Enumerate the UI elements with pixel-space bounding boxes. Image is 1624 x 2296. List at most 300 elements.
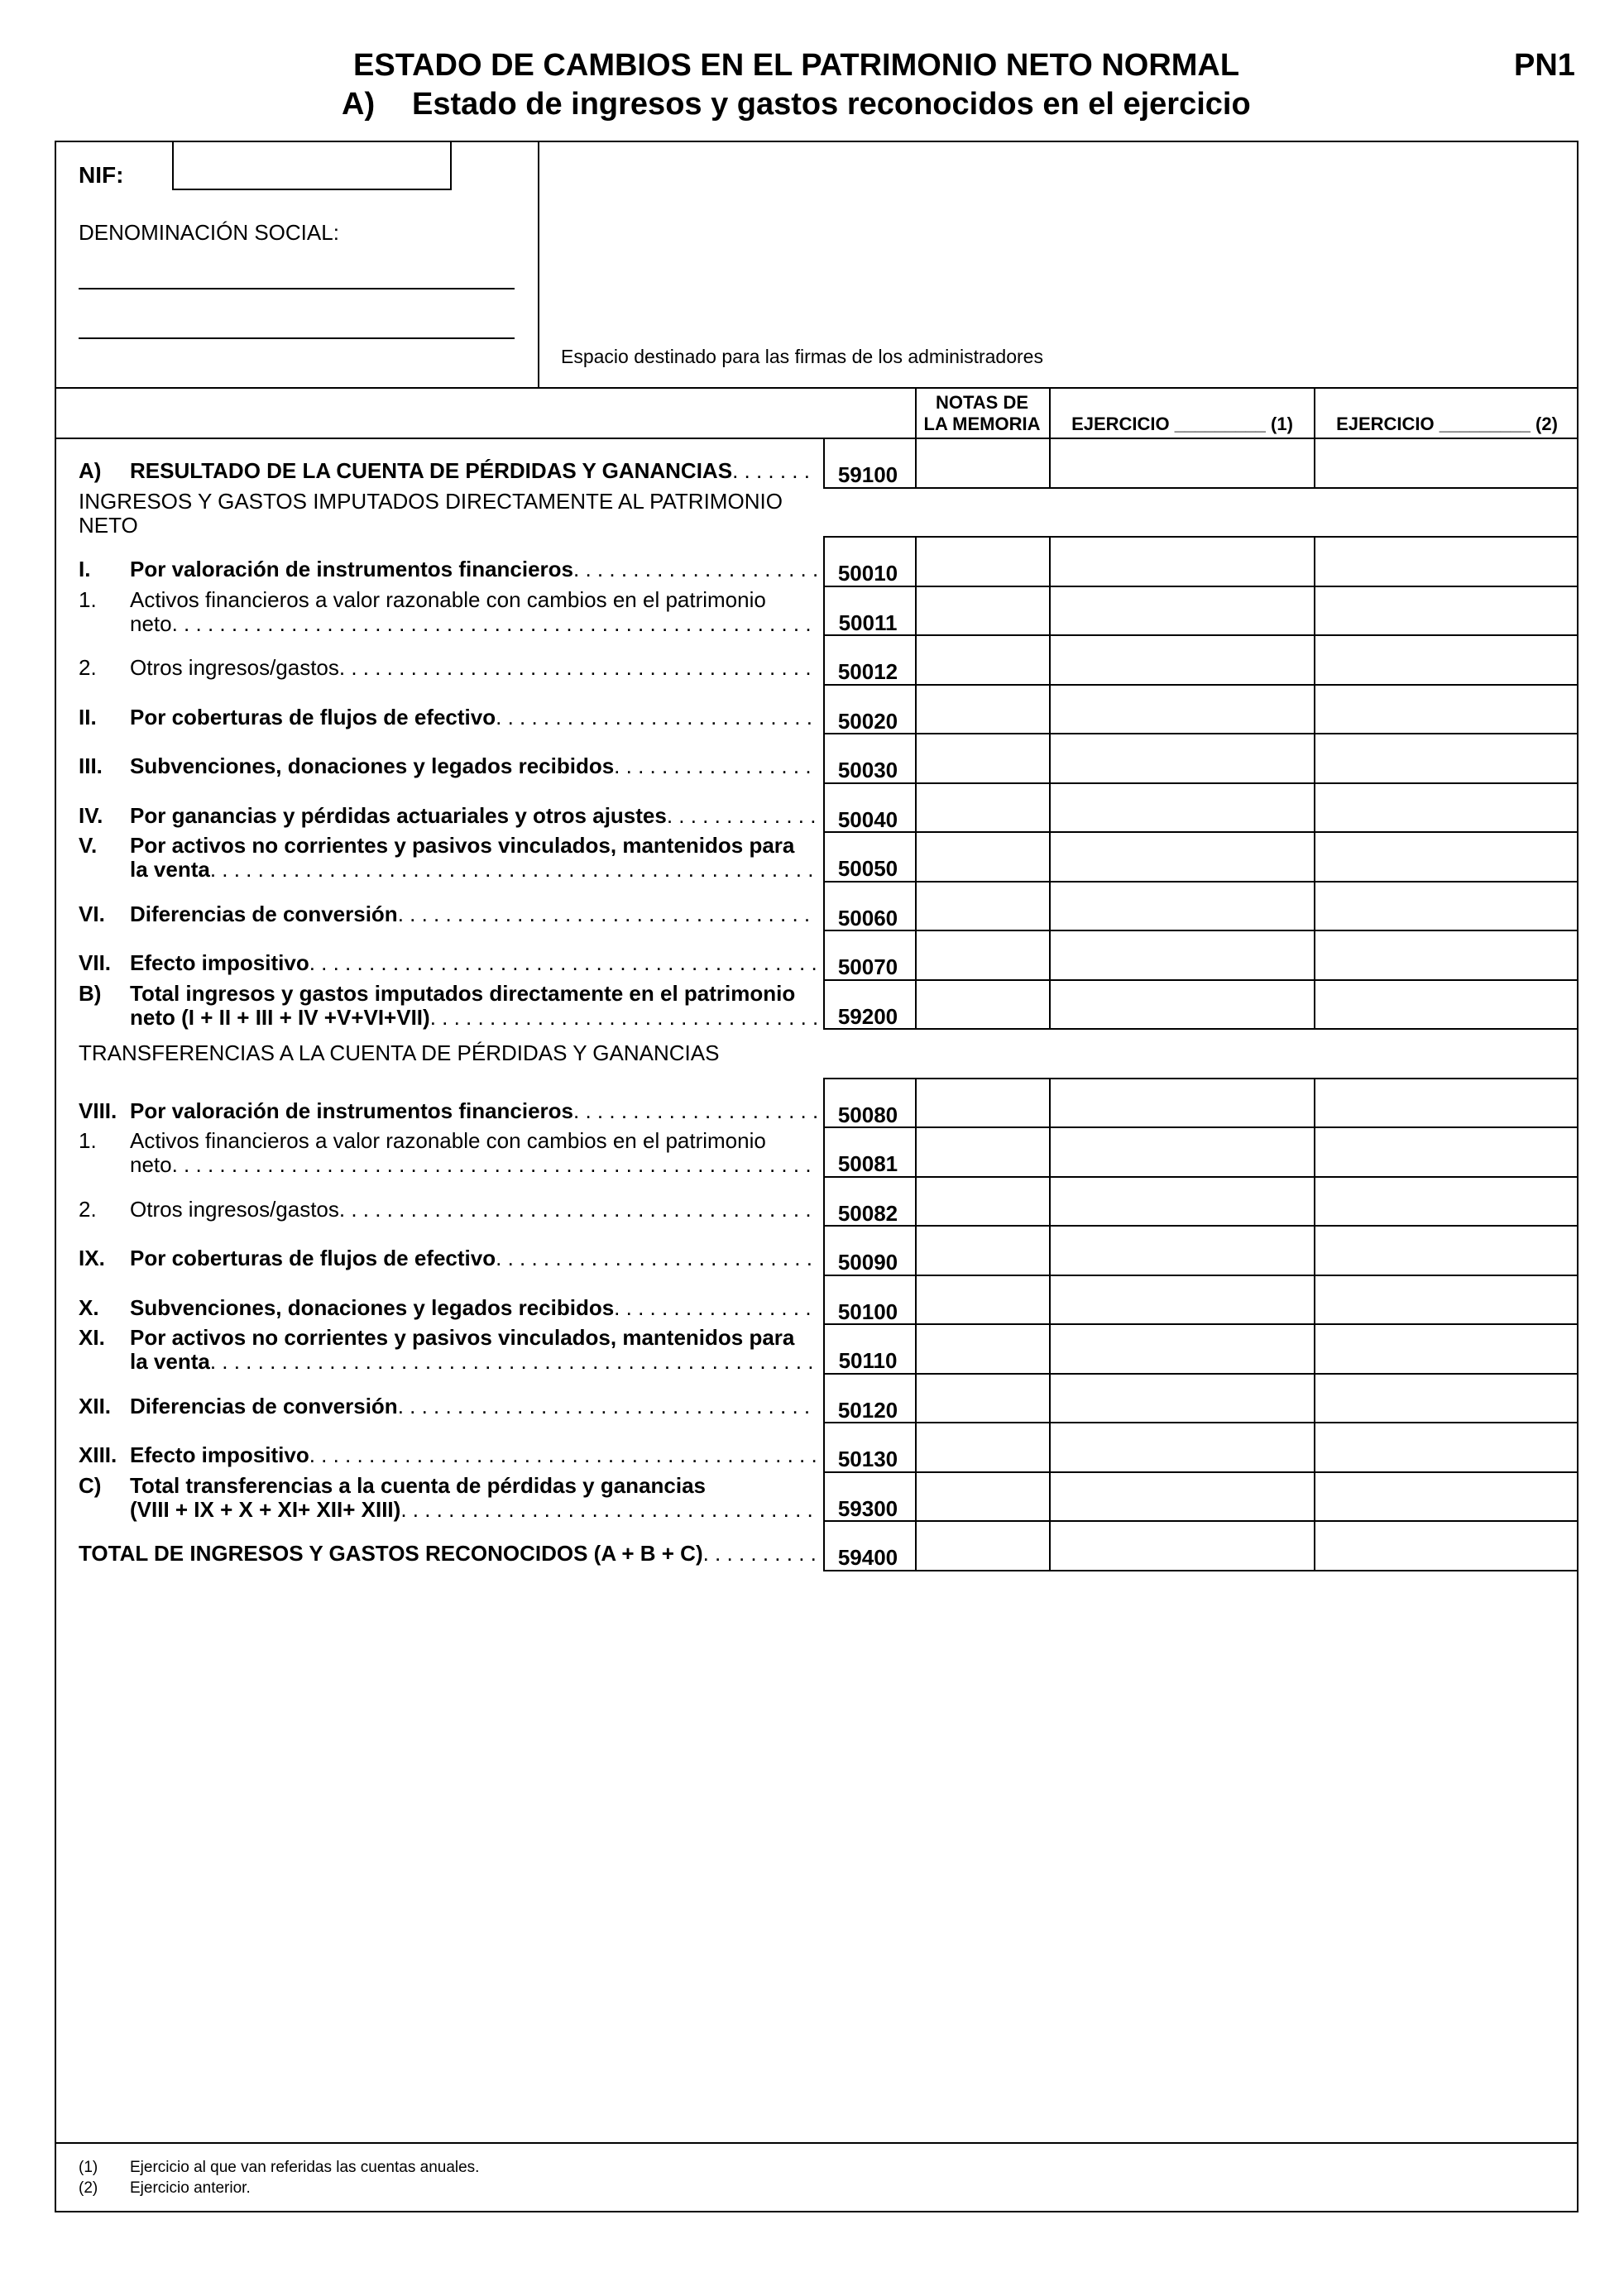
cell-divider	[1314, 1373, 1315, 1423]
leader-dots	[614, 754, 817, 778]
leader-dots	[309, 951, 817, 975]
ejercicio2-cell[interactable]	[1314, 782, 1578, 832]
row-text-line	[130, 1246, 817, 1270]
row-text-line	[130, 1129, 817, 1153]
row-text	[130, 804, 817, 828]
row-text	[79, 1542, 817, 1566]
leader-dots	[496, 706, 817, 729]
row-text	[130, 656, 817, 680]
row-code: 50011	[838, 610, 898, 635]
notas-cell[interactable]	[915, 1176, 1049, 1226]
row-text-content: Otros ingresos/gastos	[130, 1196, 339, 1222]
notas-cell[interactable]	[915, 1520, 1049, 1570]
ejercicio1-cell[interactable]	[1049, 1373, 1314, 1423]
ejercicio1-cell[interactable]	[1049, 1520, 1314, 1570]
notas-cell[interactable]	[915, 1126, 1049, 1176]
row-text	[130, 459, 817, 483]
row-text-content: TOTAL DE INGRESOS Y GASTOS RECONOCIDOS (A + B + C)	[79, 1541, 703, 1566]
row-number: 2.	[79, 655, 97, 680]
cell-divider	[1049, 1275, 1051, 1324]
row-text-content: Por valoración de instrumentos financieros	[130, 1098, 574, 1123]
row-text-line	[130, 1394, 817, 1418]
cell-divider	[1314, 634, 1315, 684]
cell-divider	[823, 634, 825, 684]
row-text-line	[130, 804, 817, 828]
ejercicio1-cell[interactable]	[1049, 979, 1314, 1029]
cell-divider	[915, 684, 917, 734]
row-text-content: Activos financieros a valor razonable con cambios en el patrimonio	[130, 1128, 766, 1153]
row-text-line	[130, 982, 817, 1006]
notas-cell[interactable]	[915, 1078, 1049, 1127]
leader-dots	[210, 1350, 817, 1374]
section-heading	[79, 490, 783, 538]
row-text-line	[130, 656, 817, 680]
ejercicio2-cell[interactable]	[1314, 634, 1578, 684]
row-number: 2.	[79, 1196, 97, 1222]
ejercicio1-cell[interactable]	[1049, 586, 1314, 635]
row-number: IX.	[79, 1246, 105, 1270]
cell-divider	[1314, 1225, 1315, 1275]
cell-divider	[915, 536, 917, 586]
notas-cell[interactable]	[915, 634, 1049, 684]
cell-divider	[915, 1373, 917, 1423]
cell-divider	[1314, 831, 1315, 881]
leader-dots	[210, 858, 817, 882]
row-text-line	[130, 557, 817, 581]
row-text-line	[130, 1296, 817, 1320]
cell-divider	[1049, 733, 1051, 782]
nif-label: NIF:	[79, 162, 124, 188]
row-text-content: Efecto impositivo	[130, 1442, 309, 1467]
row-code: 50090	[837, 1250, 898, 1275]
page-subtitle: Estado de ingresos y gastos reconocidos en el ejercicio	[412, 87, 1251, 122]
cell-divider	[823, 1422, 825, 1471]
cell-divider	[1314, 1078, 1315, 1127]
form-code: PN1	[1514, 48, 1575, 83]
cell-divider	[1049, 684, 1051, 734]
notas-cell[interactable]	[915, 881, 1049, 930]
row-bottom	[823, 1570, 1578, 1571]
cell-divider	[1314, 1471, 1315, 1521]
leader-dots	[339, 1198, 817, 1222]
notas-cell[interactable]	[915, 1323, 1049, 1373]
cell-divider	[1314, 1422, 1315, 1471]
section-heading-line1: INGRESOS Y GASTOS IMPUTADOS DIRECTAMENTE AL PATRIMONIO	[79, 488, 783, 514]
leader-dots	[309, 1443, 817, 1467]
row-number: II.	[79, 704, 97, 729]
notas-cell[interactable]	[915, 1275, 1049, 1324]
row-text	[130, 1394, 817, 1418]
cell-divider	[1049, 1520, 1051, 1570]
ejercicio1-cell[interactable]	[1049, 733, 1314, 782]
ejercicio2-cell[interactable]	[1314, 1422, 1578, 1471]
ejercicio1-cell[interactable]	[1049, 930, 1314, 979]
notas-cell[interactable]	[915, 733, 1049, 782]
row-code: 59300	[837, 1495, 898, 1521]
notas-cell[interactable]	[915, 536, 1049, 586]
ejercicio2-cell[interactable]	[1314, 831, 1578, 881]
row-code: 50110	[838, 1348, 898, 1373]
ejercicio1-cell[interactable]	[1049, 1176, 1314, 1226]
row-text	[130, 1474, 817, 1522]
cell-divider	[915, 1323, 917, 1373]
cell-divider	[823, 1176, 825, 1226]
row-text	[130, 1129, 817, 1177]
row-text	[130, 982, 817, 1030]
cell-divider	[823, 684, 825, 734]
row-text-line	[130, 902, 817, 926]
ejercicio1-cell[interactable]	[1049, 1078, 1314, 1127]
row-number: I.	[79, 557, 91, 581]
row-text	[130, 588, 817, 636]
ejercicio1-cell[interactable]	[1049, 1126, 1314, 1176]
ejercicio1-cell[interactable]	[1049, 881, 1314, 930]
row-text-line	[130, 1153, 817, 1177]
cell-divider	[1049, 536, 1051, 586]
leader-dots	[667, 804, 817, 828]
cell-divider	[915, 586, 917, 635]
footnote-divider	[55, 2142, 1578, 2144]
cell-divider	[1314, 881, 1315, 930]
notas-cell[interactable]	[915, 979, 1049, 1029]
row-text-line	[130, 588, 817, 612]
notas-cell[interactable]	[915, 1225, 1049, 1275]
row-code: 50100	[837, 1299, 898, 1324]
cell-divider	[823, 930, 825, 979]
cell-divider	[915, 782, 917, 832]
row-text	[130, 902, 817, 926]
row-text-content: Otros ingresos/gastos	[130, 655, 339, 680]
ejercicio1-cell[interactable]	[1049, 1471, 1314, 1521]
row-text-line	[130, 1099, 817, 1123]
row-text-content: la venta	[130, 1349, 210, 1374]
denominacion-label: DENOMINACIÓN SOCIAL:	[79, 220, 339, 245]
row-code: 50082	[837, 1200, 898, 1226]
row-number: XI.	[79, 1325, 105, 1350]
notas-cell[interactable]	[915, 930, 1049, 979]
row-code: 50080	[837, 1102, 898, 1127]
row-bottom	[823, 487, 1578, 489]
row-code: 50012	[837, 659, 898, 684]
cell-divider	[1314, 1520, 1315, 1570]
leader-dots	[703, 1542, 817, 1566]
denominacion-line-1[interactable]	[79, 288, 515, 289]
cell-divider	[915, 1176, 917, 1226]
cell-divider	[915, 1225, 917, 1275]
cell-divider	[823, 1078, 825, 1127]
leader-dots	[496, 1246, 817, 1270]
footnote-1-mark: (1)	[79, 2159, 98, 2176]
row-code: 50070	[837, 954, 898, 979]
cell-divider	[1049, 782, 1051, 832]
row-number: XIII.	[79, 1442, 117, 1467]
id-block-divider	[538, 141, 539, 389]
row-text-content: neto (I + II + III + IV +V+VI+VII)	[130, 1004, 430, 1030]
row-number: C)	[79, 1472, 102, 1498]
notas-cell[interactable]	[915, 586, 1049, 635]
row-number: A)	[79, 458, 102, 483]
row-code: 50060	[837, 905, 898, 930]
row-text-line	[130, 1474, 817, 1498]
footnote-1-text: Ejercicio al que van referidas las cuentas anuales.	[130, 2159, 480, 2176]
ejercicio2-cell[interactable]	[1314, 733, 1578, 782]
notas-cell[interactable]	[915, 831, 1049, 881]
row-text-content: Total ingresos y gastos imputados directamente en el patrimonio	[130, 980, 796, 1006]
row-code: 50130	[837, 1447, 898, 1471]
cell-divider	[1314, 1126, 1315, 1176]
row-text-line	[130, 706, 817, 729]
row-text-line	[79, 1542, 817, 1566]
cell-divider	[1049, 1078, 1051, 1127]
section-heading-line2: NETO	[79, 512, 138, 538]
cell-divider	[1314, 1275, 1315, 1324]
cell-divider	[823, 881, 825, 930]
row-text-content: Por activos no corrientes y pasivos vinculados, mantenidos para	[130, 1325, 795, 1350]
id-block-bottom	[55, 387, 1578, 389]
row-code: 50020	[837, 708, 898, 734]
cell-divider	[823, 1520, 825, 1570]
leader-dots	[398, 1394, 817, 1418]
col-notas-header	[917, 392, 1047, 435]
row-text-content: Por activos no corrientes y pasivos vinculados, mantenidos para	[130, 833, 795, 858]
cell-divider	[915, 1422, 917, 1471]
cell-divider	[823, 1126, 825, 1176]
row-bottom	[823, 1028, 1578, 1030]
row-code: 50010	[837, 561, 898, 586]
row-text	[130, 1296, 817, 1320]
nif-field[interactable]	[172, 141, 452, 190]
page-subtitle-letter: A)	[342, 87, 376, 122]
row-text	[130, 754, 817, 778]
cell-divider	[1314, 536, 1315, 586]
row-text-line	[130, 951, 817, 975]
row-text-content: Por coberturas de flujos de efectivo	[130, 1246, 496, 1270]
ejercicio1-cell[interactable]	[1049, 1225, 1314, 1275]
cell-divider	[915, 438, 917, 487]
leader-dots	[400, 1498, 817, 1522]
row-text-content: neto	[130, 610, 172, 636]
row-text-line	[130, 1006, 817, 1030]
row-text-line	[130, 1198, 817, 1222]
row-text-line	[130, 834, 817, 858]
row-text-content: Efecto impositivo	[130, 950, 309, 975]
ejercicio2-cell[interactable]	[1314, 586, 1578, 635]
cell-divider	[823, 782, 825, 832]
row-text-content: Por coberturas de flujos de efectivo	[130, 704, 496, 729]
cell-divider	[823, 586, 825, 635]
notas-cell[interactable]	[915, 1471, 1049, 1521]
row-code: 50120	[837, 1397, 898, 1423]
cell-divider	[915, 1078, 917, 1127]
leader-dots	[172, 1153, 817, 1177]
cell-divider	[823, 536, 825, 586]
notas-cell[interactable]	[915, 1373, 1049, 1423]
cell-divider	[823, 831, 825, 881]
leader-dots	[339, 656, 817, 680]
cell-divider	[915, 831, 917, 881]
cell-divider	[1314, 979, 1315, 1029]
ejercicio2-cell[interactable]	[1314, 1078, 1578, 1127]
row-text-line	[130, 754, 817, 778]
cell-divider	[1049, 634, 1051, 684]
cell-divider	[1049, 1323, 1051, 1373]
row-number: VI.	[79, 901, 105, 926]
leader-dots	[573, 1099, 817, 1123]
row-number: B)	[79, 980, 102, 1006]
ejercicio2-cell[interactable]	[1314, 1373, 1578, 1423]
notas-cell[interactable]	[915, 684, 1049, 734]
row-code: 59400	[837, 1545, 898, 1570]
cell-divider	[915, 1275, 917, 1324]
notas-cell[interactable]	[915, 782, 1049, 832]
cell-divider	[1049, 1176, 1051, 1226]
ejercicio2-cell[interactable]	[1314, 1471, 1578, 1521]
notas-cell[interactable]	[915, 438, 1049, 487]
row-text-line	[130, 858, 817, 882]
ejercicio2-cell[interactable]	[1314, 881, 1578, 930]
cell-divider	[823, 438, 825, 487]
row-text-line	[130, 459, 817, 483]
ejercicio1-cell[interactable]	[1049, 438, 1314, 487]
row-text-content: Subvenciones, donaciones y legados recibidos	[130, 1294, 615, 1320]
ejercicio1-cell[interactable]	[1049, 1323, 1314, 1373]
cell-divider	[915, 1126, 917, 1176]
cell-divider	[1049, 1373, 1051, 1423]
cell-divider	[1049, 438, 1051, 487]
ejercicio1-cell[interactable]	[1049, 831, 1314, 881]
row-number: IV.	[79, 802, 103, 828]
row-text-content: Total transferencias a la cuenta de pérdidas y ganancias	[130, 1472, 707, 1498]
cell-divider	[915, 881, 917, 930]
ejercicio2-cell[interactable]	[1314, 1225, 1578, 1275]
row-text	[130, 557, 817, 581]
row-text	[130, 951, 817, 975]
footnote-2-text: Ejercicio anterior.	[130, 2179, 251, 2197]
page-title: ESTADO DE CAMBIOS EN EL PATRIMONIO NETO NORMAL	[353, 48, 1240, 83]
row-number: VIII.	[79, 1098, 117, 1123]
row-number: III.	[79, 753, 103, 778]
ejercicio1-cell[interactable]	[1049, 1422, 1314, 1471]
cell-divider	[823, 1323, 825, 1373]
ejercicio1-cell[interactable]	[1049, 684, 1314, 734]
ejercicio2-cell[interactable]	[1314, 536, 1578, 586]
row-code: 50040	[837, 806, 898, 832]
col-notas-line1: NOTAS DE	[935, 392, 1029, 413]
cell-divider	[1314, 782, 1315, 832]
signature-space-label: Espacio destinado para las firmas de los administradores	[561, 346, 1043, 367]
row-text-content: neto	[130, 1152, 172, 1177]
row-text-content: Activos financieros a valor razonable con cambios en el patrimonio	[130, 586, 766, 612]
col-ejercicio2-header: EJERCICIO _________ (2)	[1336, 414, 1558, 434]
ejercicio1-cell[interactable]	[1049, 782, 1314, 832]
cell-divider	[1049, 979, 1051, 1029]
ejercicio2-cell[interactable]	[1314, 438, 1578, 487]
denominacion-line-2[interactable]	[79, 337, 515, 339]
row-code: 50050	[837, 856, 898, 881]
row-code: 59200	[837, 1003, 898, 1029]
row-text-content: la venta	[130, 857, 210, 882]
leader-dots	[573, 557, 817, 581]
ejercicio2-cell[interactable]	[1314, 930, 1578, 979]
row-text-line	[130, 1443, 817, 1467]
cell-divider	[915, 733, 917, 782]
cell-divider	[1314, 438, 1315, 487]
row-number: 1.	[79, 1128, 97, 1153]
row-text-line	[130, 1350, 817, 1374]
cell-divider	[1049, 930, 1051, 979]
row-text-content: Diferencias de conversión	[130, 901, 398, 926]
cell-divider	[1314, 684, 1315, 734]
row-text-line	[130, 612, 817, 636]
cell-divider	[823, 979, 825, 1029]
ejercicio2-cell[interactable]	[1314, 684, 1578, 734]
leader-dots	[614, 1296, 817, 1320]
ejercicio1-cell[interactable]	[1049, 536, 1314, 586]
leader-dots	[398, 902, 817, 926]
cell-divider	[1049, 1471, 1051, 1521]
cell-divider	[1314, 930, 1315, 979]
cell-divider	[823, 1275, 825, 1324]
row-text	[130, 1246, 817, 1270]
row-code: 59100	[837, 462, 898, 487]
row-text-content: (VIII + IX + X + XI+ XII+ XIII)	[130, 1496, 401, 1522]
row-text-line	[130, 1498, 817, 1522]
row-text-content: RESULTADO DE LA CUENTA DE PÉRDIDAS Y GANANCIAS	[130, 458, 733, 483]
cell-divider	[915, 979, 917, 1029]
row-text-content: Por valoración de instrumentos financieros	[130, 557, 574, 581]
cell-divider	[1049, 1225, 1051, 1275]
col-notas-line2: LA MEMORIA	[923, 414, 1041, 434]
ejercicio1-cell[interactable]	[1049, 634, 1314, 684]
row-text-content: Por ganancias y pérdidas actuariales y otros ajustes	[130, 802, 667, 828]
row-text	[130, 706, 817, 729]
cell-divider	[915, 1520, 917, 1570]
row-text	[130, 834, 817, 882]
ejercicio2-cell[interactable]	[1314, 1176, 1578, 1226]
cell-divider	[1314, 586, 1315, 635]
cell-divider	[1049, 586, 1051, 635]
row-text	[130, 1099, 817, 1123]
cell-divider	[915, 634, 917, 684]
section-heading	[79, 1041, 719, 1065]
row-number: V.	[79, 833, 98, 858]
row-text-content: Subvenciones, donaciones y legados recibidos	[130, 753, 615, 778]
cell-divider	[1049, 1422, 1051, 1471]
cell-divider	[823, 1471, 825, 1521]
row-text-content: Diferencias de conversión	[130, 1393, 398, 1418]
cell-divider	[1314, 1176, 1315, 1226]
footnote-2-mark: (2)	[79, 2179, 98, 2197]
cell-divider	[915, 930, 917, 979]
col-ejercicio1-header: EJERCICIO _________ (1)	[1071, 414, 1293, 434]
leader-dots	[172, 612, 817, 636]
cell-divider	[1314, 1323, 1315, 1373]
section-heading-line1: TRANSFERENCIAS A LA CUENTA DE PÉRDIDAS Y GANANCIAS	[79, 1040, 720, 1065]
ejercicio2-cell[interactable]	[1314, 1126, 1578, 1176]
ejercicio1-cell[interactable]	[1049, 1275, 1314, 1324]
ejercicio2-cell[interactable]	[1314, 979, 1578, 1029]
row-text	[130, 1443, 817, 1467]
ejercicio2-cell[interactable]	[1314, 1323, 1578, 1373]
row-code: 50030	[837, 758, 898, 782]
cell-divider	[1049, 831, 1051, 881]
cell-divider	[823, 1373, 825, 1423]
leader-dots	[732, 459, 817, 483]
notas-cell[interactable]	[915, 1422, 1049, 1471]
ejercicio2-cell[interactable]	[1314, 1520, 1578, 1570]
row-number: XII.	[79, 1393, 112, 1418]
ejercicio2-cell[interactable]	[1314, 1275, 1578, 1324]
